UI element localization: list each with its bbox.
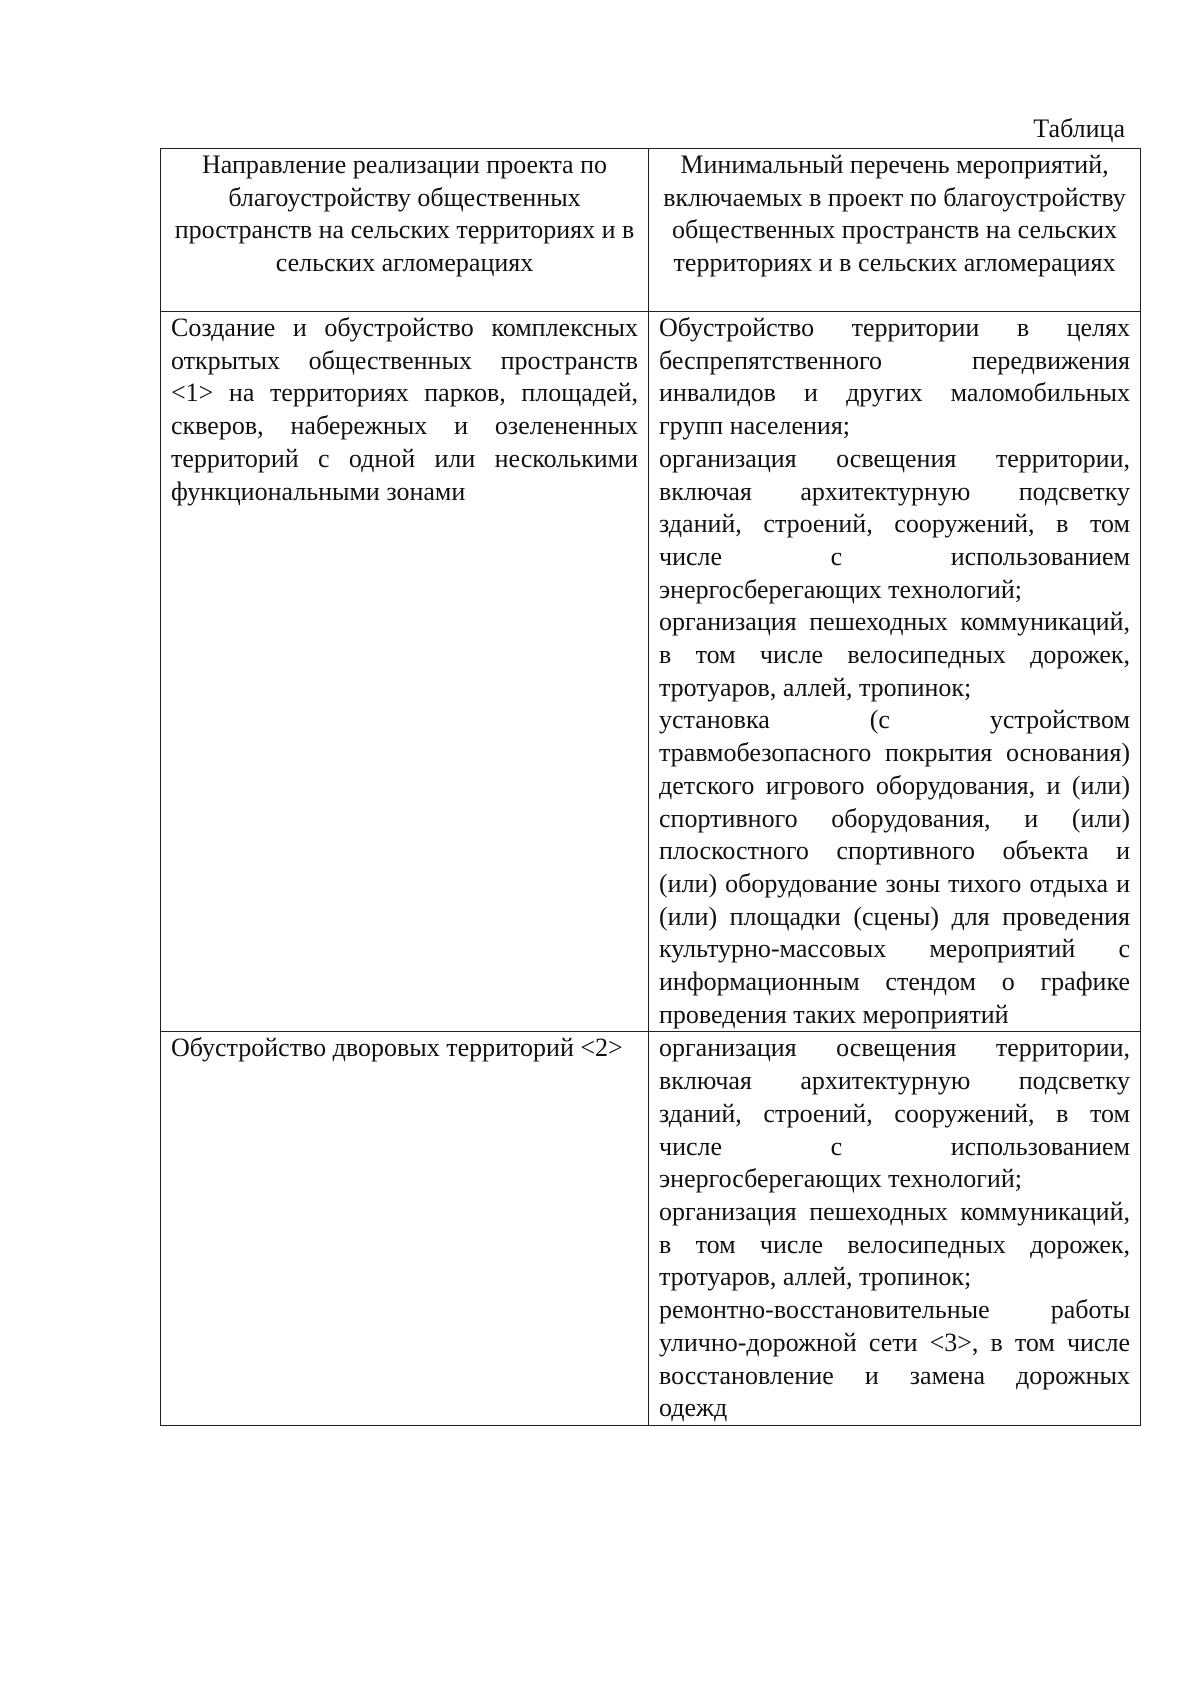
direction-cell xyxy=(161,312,649,1032)
measure-item: Обустройство территории в целях беспрепятственного передвижения инвалидов и других маломобильных групп населения; xyxy=(659,313,1130,441)
measure-item: организация пешеходных коммуникаций, в том числе велосипедных дорожек, тротуаров, аллей, тропинок; xyxy=(659,607,1130,702)
measure-item: организация освещения территории, включая архитектурную подсветку зданий, строений, сооружений, в том числе с использованием энергосберегающих технологий; xyxy=(659,443,1130,604)
table-row xyxy=(161,312,1141,1032)
measure-item: ремонтно-восстановительные работы улично-дорожной сети <3>, в том числе восстановление и замена дорожных одежд xyxy=(659,1295,1130,1423)
header-minimal-measures: Минимальный перечень мероприятий, включаемых в проект по благоустройству общественных пространств на сельских территориях и в сельских агломерациях xyxy=(649,149,1141,312)
direction-text: Создание и обустройство комплексных открытых общественных пространств <1> на территориях парков, площадей, скверов, набережных и озелененных территорий с одной или несколькими функциональными зонами xyxy=(171,313,638,506)
direction-cell xyxy=(161,1032,649,1425)
measure-item: организация пешеходных коммуникаций, в том числе велосипедных дорожек, тротуаров, аллей, тропинок; xyxy=(659,1196,1130,1292)
table-header-row xyxy=(161,149,1141,312)
table-caption: Таблица xyxy=(1033,114,1125,143)
measures-cell xyxy=(649,1032,1141,1425)
table-row xyxy=(161,1032,1141,1425)
direction-text: Обустройство дворовых территорий <2> xyxy=(171,1033,623,1063)
header-direction: Направление реализации проекта по благоустройству общественных пространств на сельских территориях и в сельских агломерациях xyxy=(161,149,649,312)
measure-item: организация освещения территории, включая архитектурную подсветку зданий, строений, сооружений, в том числе с использованием энергосберегающих технологий; xyxy=(659,1033,1130,1194)
measures-cell xyxy=(649,312,1141,1032)
measures-table xyxy=(160,148,1141,1426)
measure-item: установка (с устройством травмобезопасного покрытия основания) детского игрового оборудования, и (или) спортивного оборудования, и (или) плоскостного спортивного объекта и (или) оборудование зоны тихого отдыха и (или) площадки (сцены) для проведения культурно-массовых мероприятий с информационным стендом о графике проведения таких мероприятий xyxy=(659,705,1130,1029)
